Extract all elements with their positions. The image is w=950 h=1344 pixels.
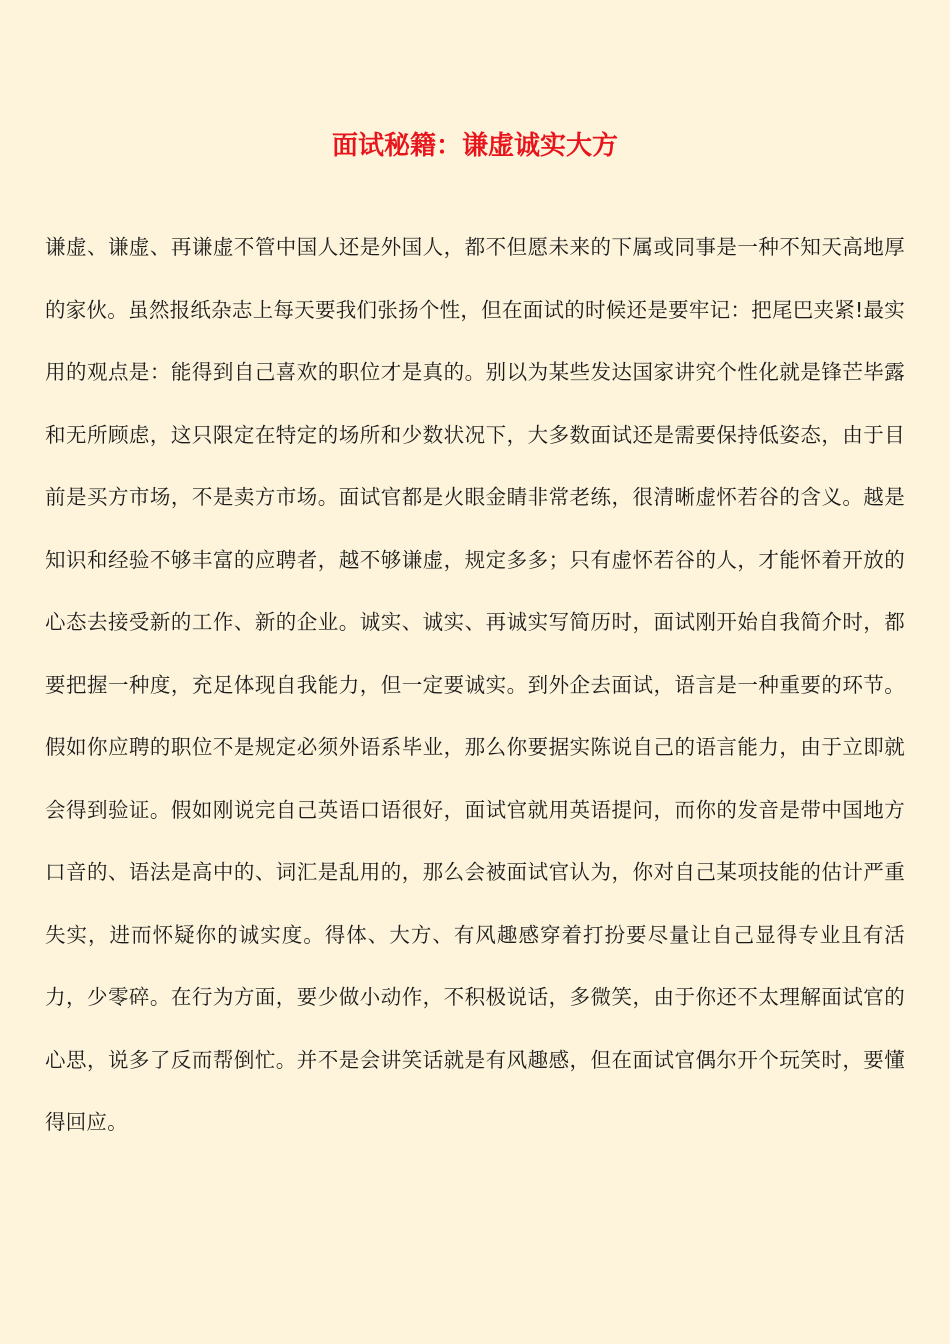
document-title: 面试秘籍：谦虚诚实大方 xyxy=(331,131,618,161)
document-body: 谦虚、谦虚、再谦虚不管中国人还是外国人，都不但愿未来的下属或同事是一种不知天高地厚的家伙。虽然报纸杂志上每天要我们张扬个性，但在面试的时候还是要牢记：把尾巴夹紧!最实用的观点是：能得到自己喜欢的职位才是真的。别以为某些发达国家讲究个性化就是锋芒毕露和无所顾虑，这只限定在特定的场所和少数状况下，大多数面试还是需要保持低姿态，由于目前是买方市场，不是卖方市场。面试官都是火眼金睛非常老练，很清晰虚怀若谷的含义。越是知识和经验不够丰富的应聘者，越不够谦虚，规定多多；只有虚怀若谷的人，才能怀着开放的心态去接受新的工作、新的企业。诚实、诚实、再诚实写简历时，面试刚开始自我简介时，都要把握一种度，充足体现自我能力，但一定要诚实。到外企去面试，语言是一种重要的环节。假如你应聘的职位不是规定必须外语系毕业，那么你要据实陈说自己的语言能力，由于立即就会得到验证。假如刚说完自己英语口语很好，面试官就用英语提问，而你的发音是带中国地方口音的、语法是高中的、词汇是乱用的，那么会被面试官认为，你对自己某项技能的估计严重失实，进而怀疑你的诚实度。得体、大方、有风趣感穿着打扮要尽量让自己显得专业且有活力，少零碎。在行为方面，要少做小动作，不积极说话，多微笑，由于你还不太理解面试官的心思，说多了反而帮倒忙。并不是会讲笑话就是有风趣感，但在面试官偶尔开个玩笑时，要懂得回应。 xyxy=(45,235,905,1134)
